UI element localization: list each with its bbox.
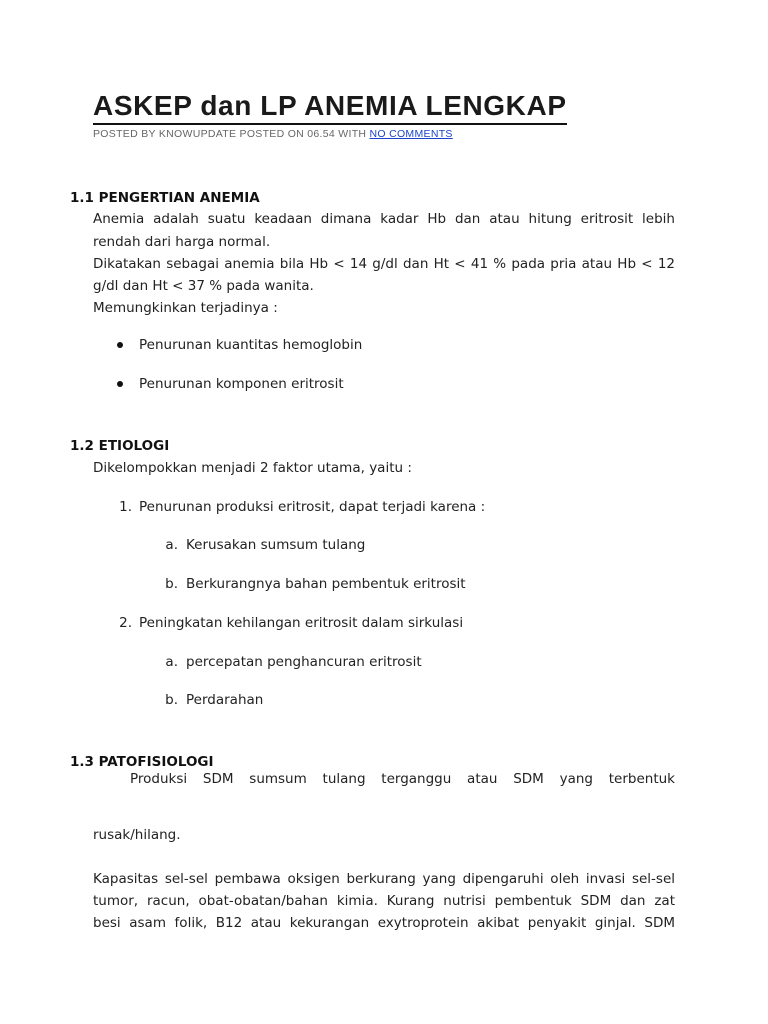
paragraph-line: besi asam folik, B12 atau kekurangan exytroprotein akibat penyakit ginjal. SDM [93, 915, 675, 931]
paragraph-line: Memungkinkan terjadinya : [93, 300, 278, 316]
paragraph-line: Dikatakan sebagai anemia bila Hb < 14 g/dl dan Ht < 41 % pada pria atau Hb < 12 [93, 256, 675, 272]
section-heading-patofisiologi: 1.3 PATOFISIOLOGI [70, 754, 214, 770]
list-number: 2. [119, 615, 132, 631]
list-item: Berkurangnya bahan pembentuk eritrosit [186, 576, 466, 592]
list-item: Kerusakan sumsum tulang [186, 537, 366, 553]
list-letter: b. [165, 692, 178, 708]
paragraph-line: Produksi SDM sumsum tulang terganggu atau SDM yang terbentuk [130, 771, 675, 787]
post-meta-text: POSTED BY KNOWUPDATE POSTED ON 06.54 WITH [93, 128, 367, 140]
paragraph-line: Anemia adalah suatu keadaan dimana kadar Hb dan atau hitung eritrosit lebih [93, 211, 675, 227]
list-letter: b. [165, 576, 178, 592]
list-letter: a. [165, 654, 178, 670]
list-letter: a. [165, 537, 178, 553]
paragraph-line: rusak/hilang. [93, 827, 181, 843]
paragraph-line: g/dl dan Ht < 37 % pada wanita. [93, 278, 314, 294]
paragraph-line: tumor, racun, obat-obatan/bahan kimia. Kurang nutrisi pembentuk SDM dan zat [93, 893, 675, 909]
no-comments-link[interactable]: NO COMMENTS [369, 128, 453, 140]
list-item: Peningkatan kehilangan eritrosit dalam sirkulasi [139, 615, 464, 631]
section-heading-etiologi: 1.2 ETIOLOGI [70, 438, 170, 454]
list-number: 1. [119, 499, 132, 515]
bullet-icon [117, 381, 123, 387]
paragraph-line: Kapasitas sel-sel pembawa oksigen berkurang yang dipengaruhi oleh invasi sel-sel [93, 871, 675, 887]
bullet-icon [117, 342, 123, 348]
list-item: Penurunan kuantitas hemoglobin [139, 337, 363, 353]
paragraph-line: Dikelompokkan menjadi 2 faktor utama, yaitu : [93, 460, 412, 476]
post-title: ASKEP dan LP ANEMIA LENGKAP [93, 90, 567, 125]
post-meta [93, 128, 453, 140]
list-item: Perdarahan [186, 692, 264, 708]
list-item: Penurunan komponen eritrosit [139, 376, 344, 392]
list-item: Penurunan produksi eritrosit, dapat terjadi karena : [139, 499, 486, 515]
paragraph-line: rendah dari harga normal. [93, 234, 271, 250]
section-heading-pengertian: 1.1 PENGERTIAN ANEMIA [70, 190, 260, 206]
list-item: percepatan penghancuran eritrosit [186, 654, 422, 670]
